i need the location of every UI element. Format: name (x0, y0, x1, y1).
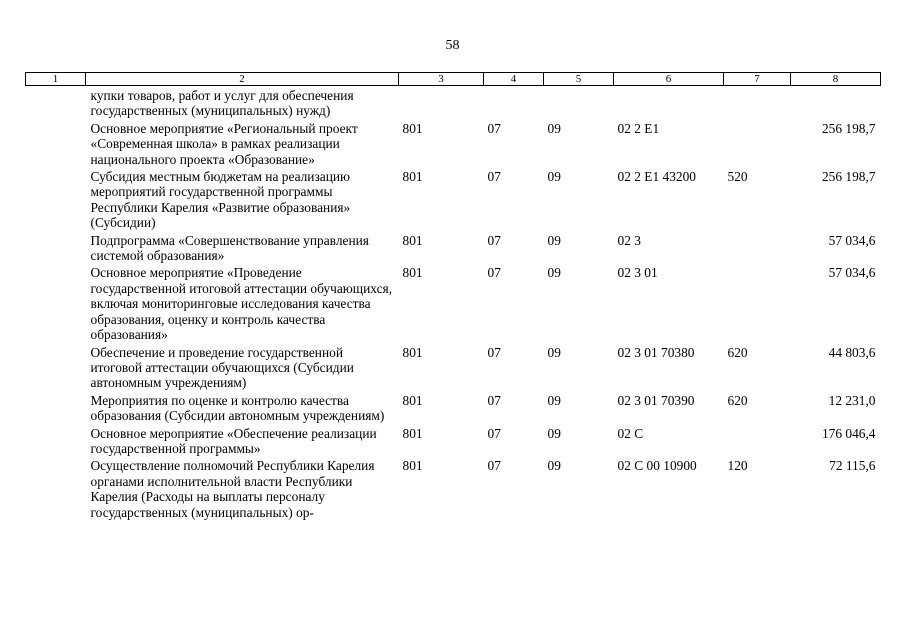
row-number-cell (26, 265, 86, 344)
subsection-code: 09 (547, 344, 561, 360)
column-header-8: 8 (791, 73, 881, 86)
section-code: 07 (487, 232, 501, 248)
row-number-cell (26, 121, 86, 169)
ministry-code: 801 (402, 120, 423, 136)
ministry-code: 801 (402, 265, 423, 281)
section-code: 07 (487, 344, 501, 360)
table-row (26, 345, 881, 393)
section-code: 07 (487, 425, 501, 441)
expense-name: Основное мероприятие «Региональный проект «Современная школа» в рамках реализации национального проекта «Образование» (90, 120, 358, 167)
section-code (484, 86, 544, 121)
expense-type-code (724, 121, 791, 169)
column-number-header (26, 73, 881, 86)
page-number: 58 (445, 38, 460, 53)
section-code: 07 (487, 458, 501, 474)
row-number-cell (26, 86, 86, 121)
ministry-code: 801 (402, 425, 423, 441)
column-header-6: 6 (614, 73, 724, 86)
table-row (26, 393, 881, 426)
expense-type-code (724, 86, 791, 121)
expense-type-code (724, 426, 791, 459)
ministry-code: 801 (402, 232, 423, 248)
row-number-cell (26, 345, 86, 393)
section-code: 07 (487, 120, 501, 136)
ministry-code: 801 (402, 458, 423, 474)
target-article-code: 02 3 01 70390 (617, 392, 695, 408)
table-row (26, 233, 881, 266)
amount: 256 198,7 (821, 120, 876, 136)
expense-name: Обеспечение и проведение государственной итоговой аттестации обучающихся (Субсидии автономным учреждениям) (90, 344, 354, 391)
column-header-1: 1 (26, 73, 86, 86)
target-article-code: 02 2 E1 43200 (617, 169, 696, 185)
expense-type-code (724, 233, 791, 266)
ministry-code (399, 86, 484, 121)
expense-name: Основное мероприятие «Проведение государственной итоговой аттестации обучающихся, включая мониторинговые исследования качества образования, оценку и контроль качества образования» (90, 265, 393, 343)
column-header-5: 5 (544, 73, 614, 86)
subsection-code: 09 (547, 169, 561, 185)
target-article-code: 02 С (617, 425, 644, 441)
subsection-code: 09 (547, 265, 561, 281)
row-number-cell (26, 169, 86, 233)
table-row (26, 86, 881, 121)
table-row (26, 426, 881, 459)
row-number-cell (26, 393, 86, 426)
amount: 176 046,4 (821, 425, 876, 441)
row-number-cell (26, 426, 86, 459)
table-row (26, 265, 881, 344)
section-code: 07 (487, 265, 501, 281)
column-header-2: 2 (86, 73, 399, 86)
expense-type-code: 520 (727, 169, 748, 185)
column-header-3: 3 (399, 73, 484, 86)
subsection-code (544, 86, 614, 121)
target-article-code: 02 3 01 70380 (617, 344, 695, 360)
budget-table (25, 72, 881, 522)
subsection-code: 09 (547, 392, 561, 408)
subsection-code: 09 (547, 425, 561, 441)
expense-name: Субсидия местным бюджетам на реализацию мероприятий государственной программы Республики Карелия «Развитие образования» (Субсидии) (90, 169, 351, 231)
row-number-cell (26, 233, 86, 266)
amount: 256 198,7 (821, 169, 876, 185)
subsection-code: 09 (547, 120, 561, 136)
target-article-code: 02 2 E1 (617, 120, 660, 136)
ministry-code: 801 (402, 344, 423, 360)
expense-name: купки товаров, работ и услуг для обеспечения государственных (муниципальных) нужд) (90, 88, 354, 119)
amount: 72 115,6 (829, 458, 876, 474)
ministry-code: 801 (402, 169, 423, 185)
expense-name: Мероприятия по оценке и контролю качества образования (Субсидии автономным учреждениям) (90, 392, 385, 424)
expense-type-code (724, 265, 791, 344)
expense-name: Основное мероприятие «Обеспечение реализации государственной программы» (90, 425, 377, 456)
amount: 12 231,0 (828, 392, 876, 408)
amount: 44 803,6 (828, 344, 876, 360)
ministry-code: 801 (402, 392, 423, 408)
amount (791, 86, 881, 121)
table-row (26, 169, 881, 233)
amount: 57 034,6 (828, 232, 876, 248)
target-article-code (614, 86, 724, 121)
section-code: 07 (487, 392, 501, 408)
target-article-code: 02 3 01 (617, 265, 658, 281)
column-header-7: 7 (724, 73, 791, 86)
amount: 57 034,6 (828, 265, 876, 281)
column-header-4: 4 (484, 73, 544, 86)
subsection-code: 09 (547, 232, 561, 248)
expense-name: Осуществление полномочий Республики Карелия органами исполнительной власти Республики Карелия (Расходы на выплаты персоналу государственных (муниципальных) ор- (90, 458, 375, 520)
table-row (26, 121, 881, 169)
expense-name: Подпрограмма «Совершенствование управления системой образования» (90, 232, 369, 264)
table-row (26, 458, 881, 522)
expense-type-code: 620 (727, 392, 748, 408)
section-code: 07 (487, 169, 501, 185)
target-article-code: 02 С 00 10900 (617, 458, 697, 474)
target-article-code: 02 3 (617, 232, 641, 248)
expense-type-code: 620 (727, 344, 748, 360)
row-number-cell (26, 458, 86, 522)
expense-type-code: 120 (727, 458, 748, 474)
subsection-code: 09 (547, 458, 561, 474)
